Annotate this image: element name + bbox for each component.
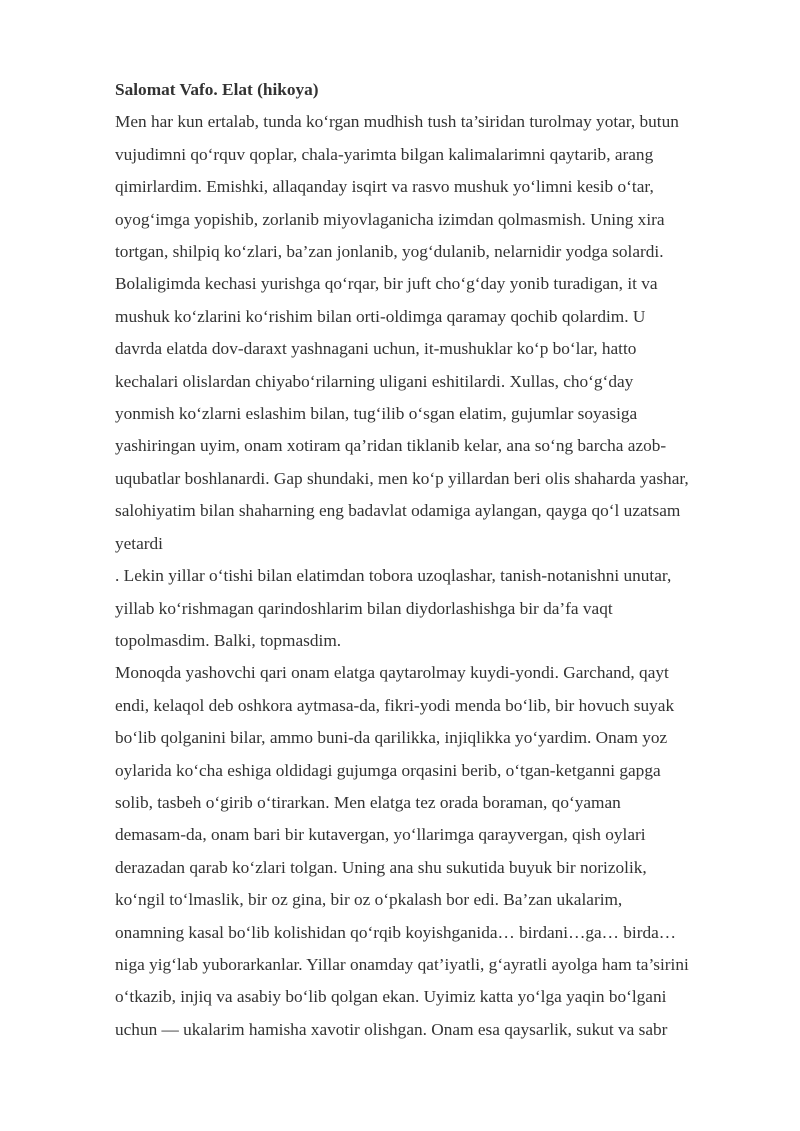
text-line: uchun — ukalarim hamisha xavotir olishgan. Onam esa qaysarlik, sukut va sabr (115, 1019, 668, 1039)
text-line: Monoqda yashovchi qari onam elatga qaytarolmay kuydi-yondi. Garchand, qayt (115, 663, 669, 683)
text-line: oyog‘imga yopishib, zorlanib miyovlaganicha izimdan qolmasmish. Uning xira (115, 209, 665, 229)
text-line: yonmish ko‘zlarni eslashim bilan, tug‘ilib o‘sgan elatim, gujumlar soyasiga (115, 404, 638, 424)
text-line: vujudimni qo‘rquv qoplar, chala-yarimta bilgan kalimalarimni qaytarib, arang (115, 144, 654, 164)
text-line: oylarida ko‘cha eshiga oldidagi gujumga orqasini berib, o‘tgan-ketganni gapga (115, 760, 661, 780)
text-line: yillab ko‘rishmagan qarindoshlarim bilan diydorlashishga bir da’fa vaqt (115, 598, 613, 618)
text-line: Men har kun ertalab, tunda ko‘rgan mudhish tush ta’siridan turolmay yotar, butun (115, 112, 679, 132)
text-line: demasam-da, onam bari bir kutavergan, yo‘llarimga qarayvergan, qish oylari (115, 825, 646, 845)
text-line: ko‘ngil to‘lmaslik, bir oz gina, bir oz o‘pkalash bor edi. Ba’zan ukalarim, (115, 890, 623, 910)
document-title: Salomat Vafo. Elat (hikoya) (115, 80, 319, 99)
text-line: tortgan, shilpiq ko‘zlari, ba’zan jonlanib, yog‘dulanib, nelarnidir yodga solardi. (115, 242, 664, 262)
text-line: onamning kasal bo‘lib kolishidan qo‘rqib koyishganida… birdani…ga… birda… (115, 922, 677, 942)
text-line: salohiyatim bilan shaharning eng badavlat odamiga aylangan, qayga qo‘l uzatsam (115, 501, 681, 521)
text-line: bo‘lib qolganini bilar, ammo buni-da qarilikka, injiqlikka yo‘yardim. Onam yoz (115, 728, 668, 748)
text-line: niga yig‘lab yuborarkanlar. Yillar onamday qat’iyatli, g‘ayratli ayolga ham ta’sirini (115, 954, 689, 974)
document-body (115, 106, 755, 1046)
text-line: . Lekin yillar o‘tishi bilan elatimdan tobora uzoqlashar, tanish-notanishni unutar, (115, 566, 672, 586)
text-line: Bolaligimda kechasi yurishga qo‘rqar, bir juft cho‘g‘day yonib turadigan, it va (115, 274, 658, 294)
text-line: kechalari olislardan chiyabo‘rilarning uligani eshitilardi. Xullas, cho‘g‘day (115, 371, 634, 391)
text-line: endi, kelaqol deb oshkora aytmasa-da, fikri-yodi menda bo‘lib, bir hovuch suyak (115, 695, 675, 715)
text-line: yetardi (115, 533, 163, 553)
text-line: o‘tkazib, injiq va asabiy bo‘lib qolgan ekan. Uyimiz katta yo‘lga yaqin bo‘lgani (115, 987, 667, 1007)
text-line: davrda elatda dov-daraxt yashnagani uchun, it-mushuklar ko‘p bo‘lar, hatto (115, 339, 637, 359)
text-line: topolmasdim. Balki, topmasdim. (115, 630, 342, 650)
text-line: yashiringan uyim, onam xotiram qa’ridan tiklanib kelar, ana so‘ng barcha azob- (115, 436, 667, 456)
text-line: solib, tasbeh o‘girib o‘tirarkan. Men elatga tez orada boraman, qo‘yaman (115, 792, 621, 812)
text-line: uqubatlar boshlanardi. Gap shundaki, men ko‘p yillardan beri olis shaharda yashar, (115, 468, 689, 488)
text-line: derazadan qarab ko‘zlari tolgan. Uning ana shu sukutida buyuk bir norizolik, (115, 857, 647, 877)
text-line: qimirlardim. Emishki, allaqanday isqirt va rasvo mushuk yo‘limni kesib o‘tar, (115, 177, 654, 197)
text-line: mushuk ko‘zlarini ko‘rishim bilan orti-oldimga qaramay qochib qolardim. U (115, 306, 646, 326)
document-page (115, 74, 755, 1046)
